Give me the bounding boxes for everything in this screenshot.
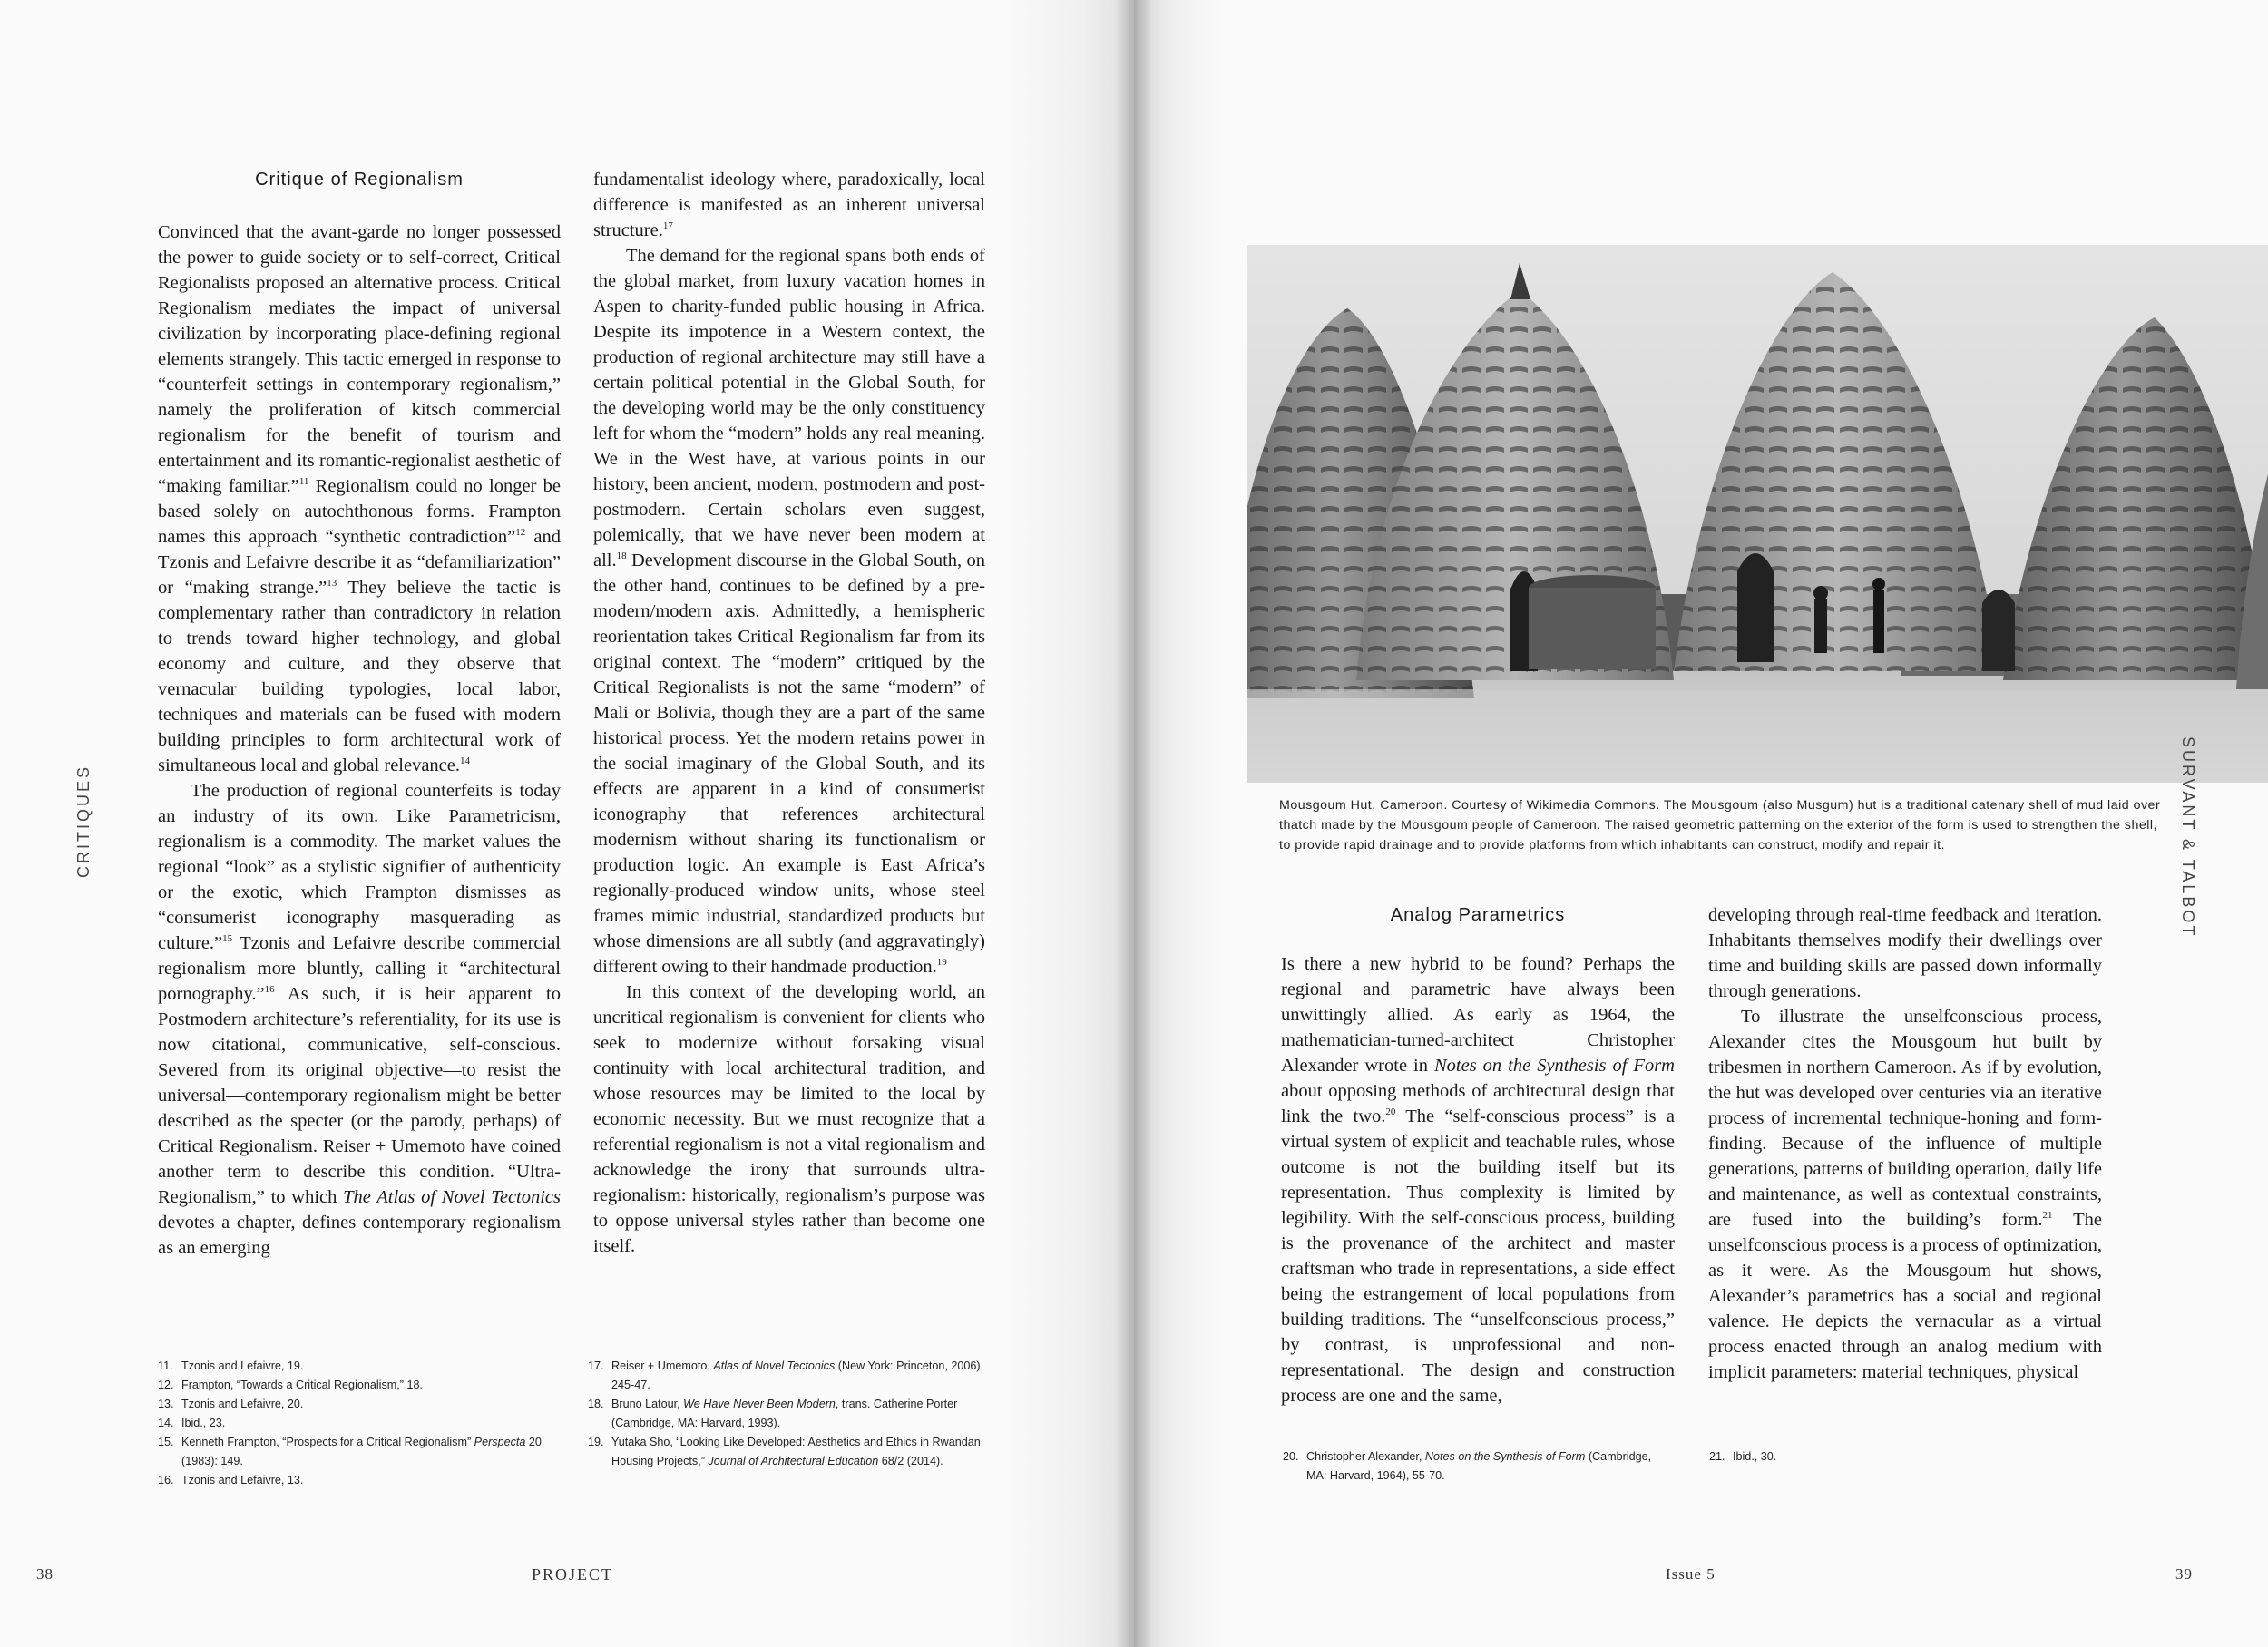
mousgoum-hut-photo [1247, 245, 2268, 783]
footnote-20 [1283, 1447, 1664, 1486]
paragraph: developing through real-time feedback and iteration. Inhabitants themselves modify their dwellings over time and building skills are passed down informally through generations. [1708, 905, 2102, 1001]
paragraph: Convinced that the avant-garde no longer possessed the power to guide society or to self-correct, Critical Regionalists proposed an alternative process. Critical Regionalism mediates the impact of universal civilization by incorporating place-defining regional elements strangely. This tactic emerged in response to “counterfeit settings in contemporary regionalism,” namely the proliferation of kitsch commercial regionalism for the benefit of tourism and entertainment and its romantic-regionalist aesthetic of “making familiar.”$^{11}$ Regionalism could no longer be based solely on autochthonous forms. Frampton names this approach “synthetic contradiction”$^{12}$ and Tzonis and Lefaivre describe it as “defamiliarization” or “making strange.”$^{13}$ They believe the tactic is complementary rather than contradictory in relation to trends toward higher technology, and global economy and culture, and they observe that vernacular building typologies, local labor, techniques and materials can be fused with modern building principles to form architectural work of simultaneous local and global relevance.$^{14}$ [158, 222, 561, 775]
section-heading: Critique of Regionalism [255, 170, 464, 190]
footnote: 16. Tzonis and Lefaivre, 13. [158, 1474, 304, 1486]
footnote: 20. Christopher Alexander, Notes on the Synthesis of Form (Cambridge, MA: Harvard, 1964), 55-70. [1283, 1450, 1652, 1482]
footnote: 17. Reiser + Umemoto, Atlas of Novel Tectonics (New York: Princeton, 2006), 245-47. [588, 1360, 984, 1391]
right-column-1 [1281, 902, 1675, 1408]
section-heading: Analog Parametrics [1390, 905, 1566, 925]
paragraph: The demand for the regional spans both ends of the global market, from luxury vacation homes in Aspen to charity-funded public housing in Africa. Despite its impotence in a Western context, the production of regional architecture may still have a certain political potential in the Global South, for the developing world may be the only constituency left for whom the “modern” holds any real meaning. We in the West have, at various points in our history, been ancient, modern, postmodern and post-postmodern. Certain scholars even suggest, polemically, that we have never been modern at all.$^{18}$ Development discourse in the Global South, on the other hand, continues to be defined by a pre-modern/modern axis. Admittedly, a hemispheric reorientation takes Critical Regionalism far from its original context. The “modern” critiqued by the Critical Regionalists is not the same “modern” of Mali or Bolivia, though they are a part of the same historical process. Yet the modern retains power in the social imaginary of the Global South, and its effects are apparent in a kind of consumerist iconography that references architectural modernism without sharing its functionalism or production logic. An example is East Africa’s regionally-produced window units, whose steel frames mimic industrial, standardized products but whose dimensions are all subtly (and aggravatingly) different owing to their handmade production.$^{19}$ [593, 246, 985, 977]
left-column-1 [158, 167, 561, 1261]
right-column-2 [1708, 902, 2102, 1385]
side-running-head: CRITIQUES [74, 764, 93, 878]
footnote: 13. Tzonis and Lefaivre, 20. [158, 1398, 304, 1410]
paragraph: Is there a new hybrid to be found? Perhaps the regional and parametric have always been unwittingly allied. As early as 1964, the mathematician-turned-architect Christopher Alexander wrote in Notes on the Synthesis of Form about opposing methods of architectural design that link the two.$^{20}$ The “self-conscious process” is a virtual system of explicit and teachable rules, whose outcome is not the building itself but its representation. Thus complexity is limited by legibility. With the self-conscious process, building is the provenance of the architect and master craftsman who trade in representations, a side effect being the estrangement of local populations from building traditions. The “unselfconscious process,” by contrast, is unprofessional and non-representational. The design and construction process are one and the same, [1281, 954, 1675, 1406]
side-running-head: SURVANT & TALBOT [2179, 736, 2197, 939]
left-column-2 [593, 167, 985, 1259]
hut-photo-illustration [1247, 245, 2268, 783]
footnote: 11. Tzonis and Lefaivre, 19. [158, 1360, 304, 1372]
footnote: 19. Yutaka Sho, “Looking Like Developed: Aesthetics and Ethics in Rwandan Housing Projects,” Journal of Architectural Education 68/2 (2014). [588, 1436, 981, 1467]
paragraph: The production of regional counterfeits is today an industry of its own. Like Parametricism, regionalism is a commodity. The market values the regional “look” as a stylistic signifier of authenticity or the exotic, which Frampton dismisses as “consumerist iconography masquerading as culture.”$^{15}$ Tzonis and Lefaivre describe commercial regionalism more bluntly, calling it “architectural pornography.”$^{16}$ As such, it is heir apparent to Postmodern architecture’s referentiality, for its use is now citational, communicative, self-conscious. Severed from its original objective—to resist the universal—contemporary regionalism might be better described as the specter (or the parody, perhaps) of Critical Regionalism. Reiser + Umemoto have coined another term to describe this condition. “Ultra-Regionalism,” to which The Atlas of Novel Tectonics devotes a chapter, defines contemporary regionalism as an emerging [158, 781, 562, 1258]
footnote: 14. Ibid., 23. [158, 1417, 226, 1429]
paragraph: In this context of the developing world, an uncritical regionalism is convenient for clients who seek to modernize without forsaking visual continuity with local architectural tradition, and whose resources may be limited to the local by economic necessity. But we must recognize that a referential regionalism is not a vital regionalism and acknowledge the irony that surrounds ultra-regionalism: historically, regionalism’s purpose was to oppose universal styles rather than become one itself. [593, 982, 985, 1256]
footnote: 21. Ibid., 30. [1709, 1450, 1777, 1463]
footnote-21 [1709, 1447, 1981, 1467]
footnote: 15. Kenneth Frampton, “Prospects for a Critical Regionalism” Perspecta 20 (1983): 149. [158, 1436, 542, 1467]
footnotes-middle [588, 1357, 987, 1471]
footnotes-left [158, 1357, 557, 1490]
photo-caption: Mousgoum Hut, Cameroon. Courtesy of Wikimedia Commons. The Mousgoum (also Musgum) hut is a traditional catenary shell of mud laid over thatch made by the Mousgoum people of Cameroon. The raised geometric patterning on the exterior of the form is used to strengthen the shell, to provide rapid drainage and to provide platforms from which inhabitants can construct, modify and repair it. [1279, 798, 2161, 853]
bottom-running-head: PROJECT [532, 1565, 614, 1584]
book-gutter [1116, 0, 1152, 1647]
paragraph: To illustrate the unselfconscious process, Alexander cites the Mousgoum hut built by tribesmen in northern Cameroon. As if by evolution, the hut was developed over centuries via an iterative process of incremental technique-honing and form-finding. Because of the influence of multiple generations, patterns of building operation, daily life and maintenance, as well as contextual constraints, are fused into the building’s form.$^{21}$ The unselfconscious process is a process of optimization, as it were. As the Mousgoum hut shows, Alexander’s parametrics has a social and regional valence. He depicts the vernacular as a virtual process enacted through an analog medium with implicit parameters: material techniques, physical [1708, 1007, 2102, 1382]
page-number: 39 [2175, 1565, 2193, 1583]
footnote: 12. Frampton, “Towards a Critical Regionalism,” 18. [158, 1379, 423, 1391]
page-number: 38 [36, 1565, 54, 1583]
paragraph: fundamentalist ideology where, paradoxically, local difference is manifested as an inherent universal structure.$^{17}$ [593, 170, 985, 240]
bottom-running-head: Issue 5 [1666, 1565, 1716, 1583]
footnote: 18. Bruno Latour, We Have Never Been Modern, trans. Catherine Porter (Cambridge, MA: Harvard, 1993). [588, 1398, 958, 1429]
right-page [1134, 0, 2268, 1647]
